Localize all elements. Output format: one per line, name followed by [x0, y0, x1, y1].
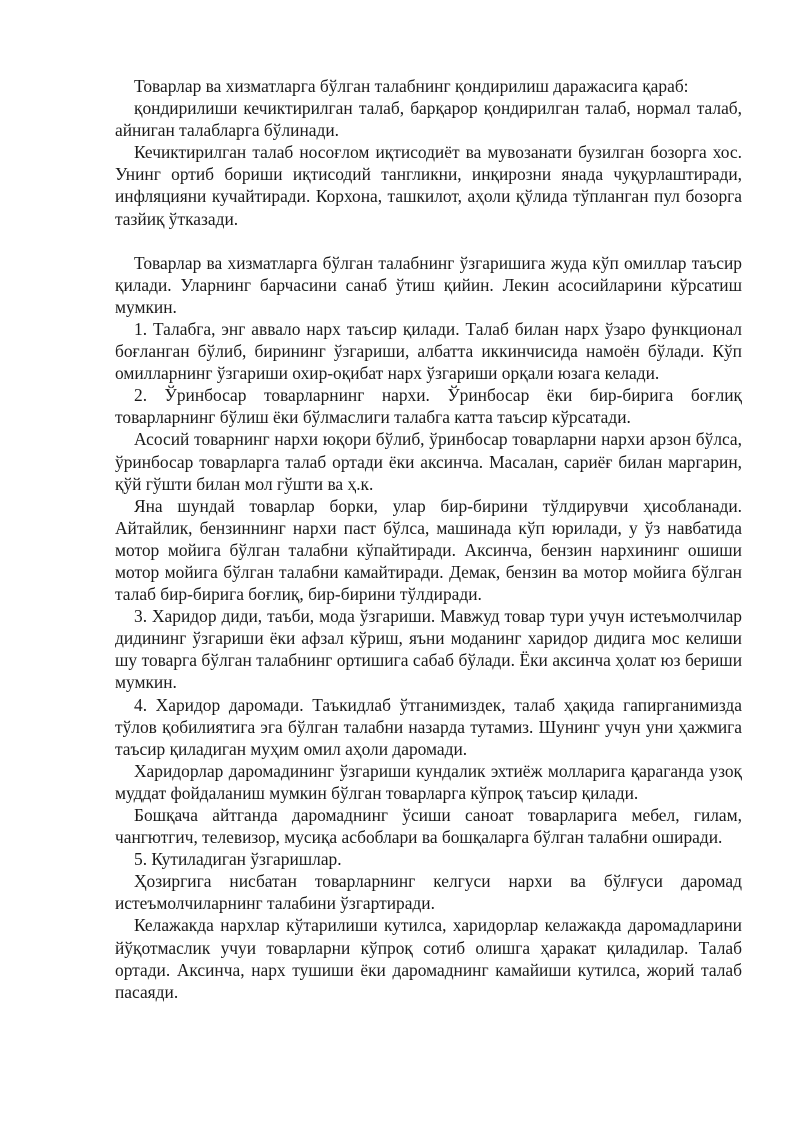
- paragraph-factor-taste: 3. Харидор диди, таъби, мода ўзгариши. Мавжуд товар тури учун истеъмолчилар дидининг ўзгариши ёки афзал кўриш, яъни моданинг харидор дидига мос келиши шу товарга бўлган талабнинг ортишига сабаб бўлади. Ёки аксинча ҳолат юз бериши мумкин.: [115, 606, 742, 693]
- paragraph-income-growth: Бошқача айтганда даромаднинг ўсиши саноат товарларига мебел, гилам, чангютгич, телевизор, мусиқа асбоблари ва бошқаларга бўлган талабни оширади.: [115, 805, 742, 848]
- paragraph-blank: [115, 230, 742, 252]
- paragraph-factor-expectations: 5. Кутиладиган ўзгаришлар.: [134, 849, 342, 870]
- paragraph-deferred-demand: Кечиктирилган талаб носоғлом иқтисодиёт ва мувозанати бузилган бозорга хос. Унинг ортиб бориши иқтисодий тангликни, инқирозни янада чуқурлаштиради, инфляцияни кучайтиради. Корхона, ташкилот, аҳоли қўлида тўпланган пул бозорга тазйиқ ўтказади.: [115, 142, 742, 229]
- paragraph-income-durables: Харидорлар даромадининг ўзгариши кундалик эхтиёж молларига қараганда узоқ муддат фойдаланиш мумкин бўлган товарларга кўпроқ таъсир қилади.: [115, 760, 742, 803]
- paragraph-factor-substitutes: 2. Ўринбосар товарларнинг нархи. Ўринбосар ёки бир-бирига боғлиқ товарларнинг бўлиш ёки бўлмаслиги талабга катта таъсир кўрсатади.: [115, 385, 742, 428]
- paragraph-demand-factors-intro: Товарлар ва хизматларга бўлган талабнинг ўзгаришига жуда кўп омиллар таъсир қилади. Уларнинг барчасини санаб ўтиш қийин. Лекин асосийларини кўрсатиш мумкин.: [115, 252, 742, 317]
- paragraph-future-prices: Ҳозиргига нисбатан товарларнинг келгуси нархи ва бўлғуси даромад истеъмолчиларнинг талабини ўзгартиради.: [115, 871, 742, 914]
- paragraph-demand-satisfaction-intro: Товарлар ва хизматларга бўлган талабнинг қондирилиш даражасига қараб:: [134, 76, 689, 96]
- paragraph-complements: Яна шундай товарлар борки, улар бир-бирини тўлдирувчи ҳисобланади. Айтайлик, бензиннинг нархи паст бўлса, машинада кўп юрилади, у ўз навбатида мотор мойига бўлган талабни кўпайтиради. Аксинча, бензин нархининг ошиши мотор мойига бўлган талабни камайтиради. Демак, бензин ва мотор мойига бўлган талаб бир-бирига боғлиқ, бир-бирини тўлдиради.: [115, 495, 742, 605]
- document-page: [115, 75, 742, 1003]
- paragraph-factor-price: 1. Талабга, энг аввало нарх таъсир қилади. Талаб билан нарх ўзаро функционал боғланган бўлиб, бирининг ўзгариши, албатта иккинчисида намоён бўлади. Кўп омилларнинг ўзгариши охир-оқибат нарх ўзгариши орқали юзага келади.: [115, 318, 742, 384]
- paragraph-factor-income: 4. Харидор даромади. Таъкидлаб ўтганимиздек, талаб ҳақида гапирганимизда тўлов қобилиятига эга бўлган талабни назарда тутамиз. Шунинг учун уни ҳажмига таъсир қиладиган муҳим омил аҳоли даромади.: [115, 694, 742, 759]
- paragraph-expectations-effect: Келажакда нархлар кўтарилиши кутилса, харидорлар келажакда даромадларини йўқотмаслик учуи товарларни кўпроқ сотиб олишга ҳаракат қиладилар. Талаб ортади. Аксинча, нарх тушиши ёки даромаднинг камайиши кутилса, жорий талаб пасаяди.: [115, 915, 742, 1002]
- paragraph-demand-types: қондирилиши кечиктирилган талаб, барқарор қондирилган талаб, нормал талаб, айниган талабларга бўлинади.: [115, 98, 742, 141]
- paragraph-substitutes-example: Асосий товарнинг нархи юқори бўлиб, ўринбосар товарларни нархи арзон бўлса, ўринбосар товарларга талаб ортади ёки аксинча. Масалан, сариёғ билан маргарин, қўй гўшти билан мол гўшти ва ҳ.к.: [115, 429, 742, 494]
